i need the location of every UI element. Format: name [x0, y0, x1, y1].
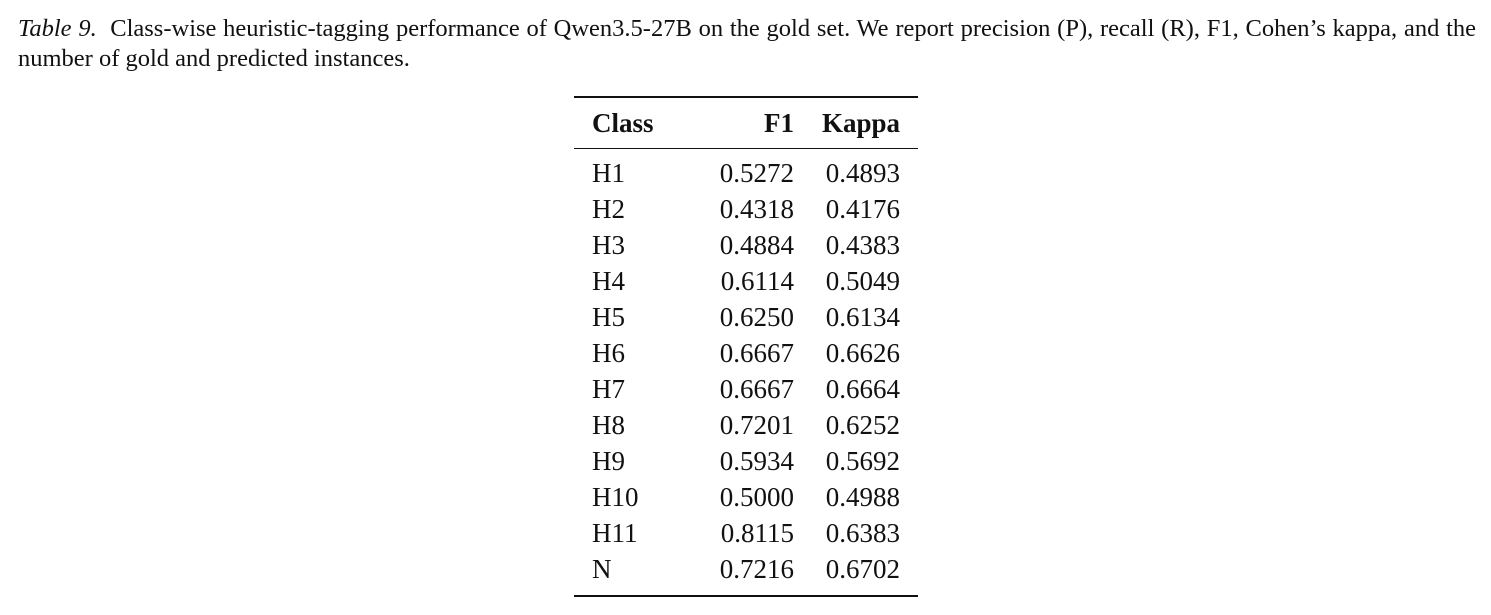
- table-body: [574, 149, 918, 597]
- table-row: [574, 479, 918, 515]
- table-caption: [18, 14, 1476, 74]
- cell-class: H5: [592, 301, 625, 332]
- table-row: [574, 551, 918, 596]
- cell-kappa: 0.4383: [825, 229, 900, 260]
- cell-f1: 0.6250: [719, 301, 794, 332]
- header-class: Class: [592, 107, 654, 138]
- cell-f1: 0.4318: [719, 193, 794, 224]
- cell-f1: 0.7201: [719, 409, 794, 440]
- cell-kappa: 0.4893: [825, 157, 900, 188]
- header-kappa: Kappa: [821, 107, 900, 138]
- cell-f1: 0.5000: [719, 481, 794, 512]
- results-table-container: [574, 96, 918, 597]
- caption-label: Table 9.: [18, 15, 97, 42]
- cell-kappa: 0.6702: [825, 553, 900, 584]
- table-row: [574, 371, 918, 407]
- table-row: [574, 299, 918, 335]
- cell-kappa: 0.6252: [825, 409, 900, 440]
- cell-kappa: 0.6383: [825, 517, 900, 548]
- cell-kappa: 0.5049: [825, 265, 900, 296]
- table-row: [574, 515, 918, 551]
- table-row: [574, 443, 918, 479]
- results-table: [574, 96, 918, 597]
- cell-f1: 0.6667: [719, 373, 794, 404]
- cell-f1: 0.7216: [719, 553, 794, 584]
- cell-f1: 0.8115: [720, 517, 794, 548]
- table-row: [574, 227, 918, 263]
- cell-kappa: 0.4988: [825, 481, 900, 512]
- cell-class: H10: [592, 481, 639, 512]
- cell-class: H11: [592, 517, 638, 548]
- header-f1: F1: [764, 107, 794, 138]
- cell-class: H1: [592, 157, 625, 188]
- cell-f1: 0.5934: [719, 445, 794, 476]
- cell-kappa: 0.4176: [825, 193, 900, 224]
- cell-class: H2: [592, 193, 625, 224]
- cell-kappa: 0.5692: [825, 445, 900, 476]
- cell-class: H3: [592, 229, 625, 260]
- cell-class: H6: [592, 337, 625, 368]
- cell-class: H4: [592, 265, 625, 296]
- caption-text: Class-wise heuristic-tagging performance of Qwen3.5-27B on the gold set. We report precision (P), recall (R), F1, Cohen’s kappa, and the number of gold and predicted instances.: [18, 15, 1477, 72]
- cell-kappa: 0.6134: [825, 301, 900, 332]
- cell-f1: 0.5272: [719, 157, 794, 188]
- table-row: [574, 191, 918, 227]
- table-row: [574, 263, 918, 299]
- cell-class: H8: [592, 409, 625, 440]
- table-row: [574, 407, 918, 443]
- cell-f1: 0.6667: [719, 337, 794, 368]
- cell-class: N: [592, 553, 612, 584]
- cell-kappa: 0.6626: [825, 337, 900, 368]
- cell-class: H7: [592, 373, 625, 404]
- table-row: [574, 335, 918, 371]
- cell-kappa: 0.6664: [825, 373, 900, 404]
- table-header-row: [574, 97, 918, 149]
- cell-f1: 0.6114: [720, 265, 794, 296]
- cell-f1: 0.4884: [719, 229, 794, 260]
- cell-class: H9: [592, 445, 625, 476]
- table-row: [574, 149, 918, 192]
